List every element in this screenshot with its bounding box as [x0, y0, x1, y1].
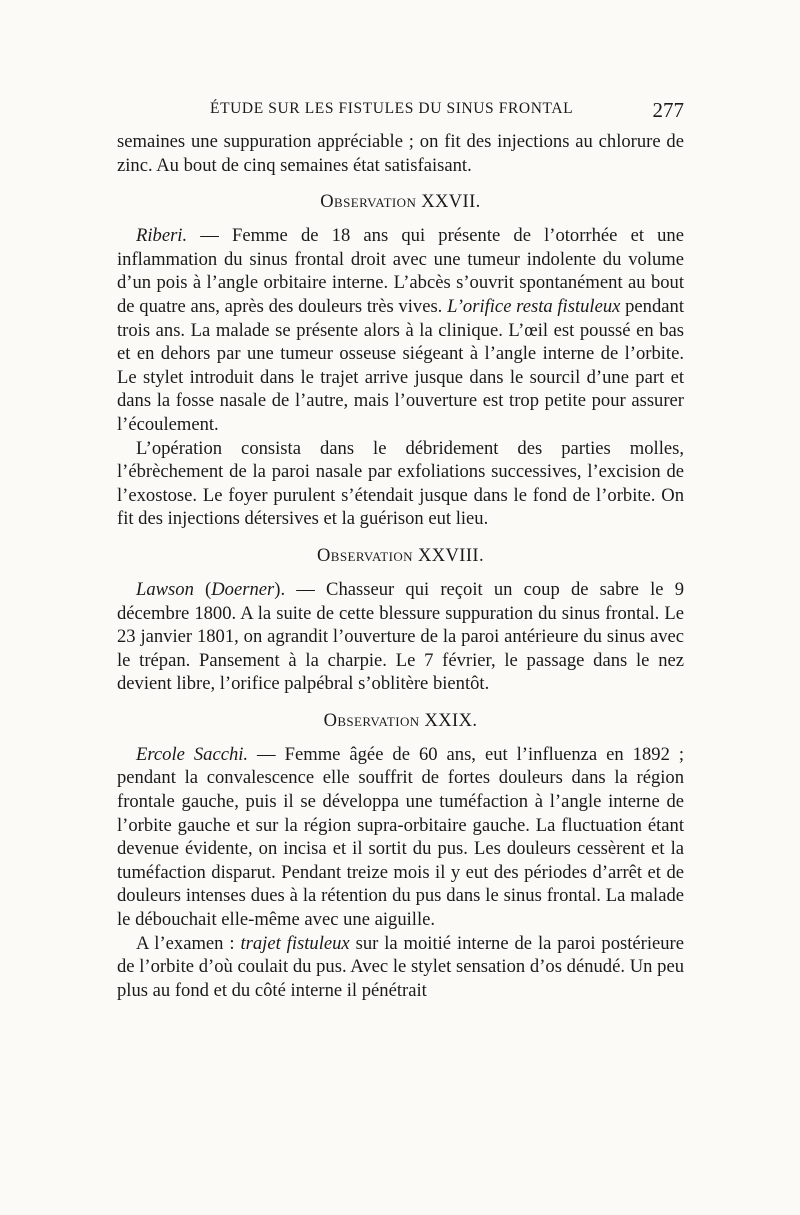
page-header	[118, 100, 684, 124]
observation-28-paren-close: ).	[274, 578, 286, 600]
observation-27-italic: L’orifice resta fistuleux	[447, 295, 621, 317]
observation-28-text: — Chasseur qui reçoit un coup de sabre le 9 décembre 1800. A la suite de cette blessure suppuration du sinus frontal. Le 23 janvier 1801, on agrandit l’ouverture de la paroi antérieure du sinus avec le trépan. Pansement à la charpie. Le 7 février, le passage dans le nez devient libre, l’orifice palpébral s’oblitère bientôt.	[117, 578, 684, 695]
observation-29-heading: Observation XXIX.	[323, 710, 478, 731]
observation-29-author: Ercole Sacchi.	[136, 743, 249, 765]
page-body	[117, 130, 684, 1002]
observation-27-author: Riberi.	[136, 225, 188, 247]
observation-27-text-a: — Femme de 18 ans qui présente de l’otorrhée et une inflammation du sinus frontal droit avec une tumeur indolente du volume d’un pois à l’angle orbitaire interne. L’abcès s’ouvrit spontanément au bout de quatre ans, après des douleurs très vives.	[117, 225, 684, 317]
observation-28-paragraph	[117, 578, 684, 696]
intro-paragraph: semaines une suppuration appréciable ; on fit des injections au chlorure de zinc. Au bout de cinq semaines état satisfaisant.	[117, 131, 684, 176]
observation-27-paragraph-2: L’opération consista dans le débridement des parties molles, l’ébrèchement de la paroi nasale par exfoliations successives, l’excision de l’exostose. Le foyer purulent s’étendait jusque dans le fond de l’orbite. On fit des injections détersives et la guérison eut lieu.	[117, 437, 684, 530]
observation-28-heading: Observation XXVIII.	[317, 545, 484, 566]
observation-29-text-a: A l’examen :	[136, 932, 241, 954]
observation-28-author: Lawson	[136, 578, 194, 600]
observation-29-italic: trajet fistuleux	[240, 932, 350, 954]
observation-27-heading: Observation XXVII.	[320, 192, 481, 213]
observation-28-author-2: Doerner	[211, 578, 275, 600]
observation-29-text-b: sur la moitié interne de la paroi postérieure de l’orbite d’où coulait du pus. Avec le stylet sensation d’os dénudé. Un peu plus au fond et du côté interne il pénétrait	[117, 932, 684, 1001]
observation-29-paragraph-1	[117, 743, 684, 932]
running-title: ÉTUDE SUR LES FISTULES DU SINUS FRONTAL	[210, 100, 574, 117]
observation-27-text-b: pendant trois ans. La malade se présente alors à la clinique. L’œil est poussé en bas et en dehors par une tumeur osseuse siégeant à l’angle interne de l’orbite. Le stylet introduit dans le trajet arrive jusque dans le sourcil d’une part et dans la fosse nasale de l’autre, mais l’ouverture est trop petite pour assurer l’écoulement.	[117, 295, 684, 435]
observation-28-paren-open: (	[193, 578, 212, 600]
page-number: 277	[652, 98, 684, 122]
observation-29-text: — Femme âgée de 60 ans, eut l’influenza en 1892 ; pendant la convalescence elle souffrit de fortes douleurs dans la région frontale gauche, puis il se développa une tuméfaction à l’angle interne de l’orbite gauche et sur la région supra-orbitaire gauche. La fluctuation étant devenue évidente, on incisa et il sortit du pus. Les douleurs cessèrent et la tuméfaction disparut. Pendant treize mois il y eut des périodes d’arrêt et de douleurs intenses dues à la rétention du pus dans le sinus frontal. La malade le débouchait elle-même avec une aiguille.	[117, 743, 685, 931]
observation-27-paragraph-1	[117, 224, 684, 436]
observation-29-paragraph-2	[117, 932, 684, 1003]
